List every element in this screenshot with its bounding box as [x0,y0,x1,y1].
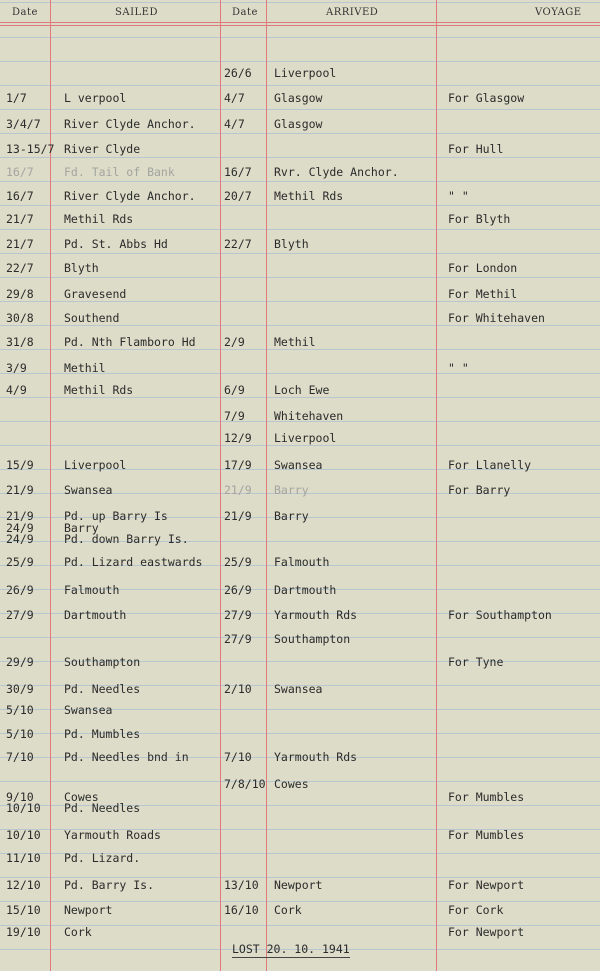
arrived-date: 2/9 [224,335,245,349]
sailed-date: 24/9 [6,521,34,535]
sailed-date: 5/10 [6,703,34,717]
sailed-place: Pd. St. Abbs Hd [64,237,168,251]
arrived-date: 16/10 [224,903,259,917]
voyage-note: For London [448,261,518,275]
sailed-place: Methil [64,361,106,375]
arrived-date: 21/9 [224,509,252,523]
arrived-place: Glasgow [274,91,323,105]
arrived-date: 4/7 [224,91,245,105]
arrived-date: 26/6 [224,66,252,80]
voyage-note: For Southampton [448,608,552,622]
arrived-date: 6/9 [224,383,245,397]
arrived-date: 27/9 [224,608,252,622]
voyage-note: For Newport [448,878,525,892]
voyage-note: " " [448,189,469,203]
sailed-place: Swansea [64,703,113,717]
sailed-place: River Clyde Anchor. [64,117,196,131]
sailed-place: Dartmouth [64,608,127,622]
sailed-place: Cowes [64,790,99,804]
voyage-note: For Cork [448,903,504,917]
arrived-place: Liverpool [274,431,337,445]
sailed-date: 26/9 [6,583,34,597]
arrived-date: 27/9 [224,632,252,646]
lost-notice: LOST 20. 10. 1941 [232,942,350,956]
header-voyage: VOYAGE [535,7,582,18]
sailed-date: 4/9 [6,383,27,397]
sailed-date: 15/10 [6,903,41,917]
sailed-date: 16/7 [6,189,34,203]
sailed-place: Swansea [64,483,113,497]
sailed-date: 24/9 [6,532,34,546]
voyage-note: For Mumbles [448,790,525,804]
column-divider [220,0,221,971]
sailed-date: 30/8 [6,311,34,325]
arrived-place: Swansea [274,458,323,472]
voyage-note: For Mumbles [448,828,525,842]
arrived-date: 12/9 [224,431,252,445]
voyage-note: For Whitehaven [448,311,545,325]
arrived-date: 21/9 [224,483,252,497]
sailed-date: 3/9 [6,361,27,375]
sailed-place: Pd. Lizard. [64,851,141,865]
arrived-date: 25/9 [224,555,252,569]
arrived-place: Whitehaven [274,409,344,423]
sailed-date: 29/8 [6,287,34,301]
header-rule [0,22,600,23]
arrived-date: 22/7 [224,237,252,251]
sailed-place: Blyth [64,261,99,275]
header-date-arrived: Date [232,7,258,18]
arrived-place: Swansea [274,682,323,696]
sailed-date: 31/8 [6,335,34,349]
voyage-note: For Blyth [448,212,511,226]
sailed-date: 11/10 [6,851,41,865]
sailed-date: 21/7 [6,212,34,226]
arrived-date: 13/10 [224,878,259,892]
sailed-date: 25/9 [6,555,34,569]
arrived-place: Liverpool [274,66,337,80]
arrived-place: Methil Rds [274,189,344,203]
sailed-date: 3/4/7 [6,117,41,131]
arrived-place: Cowes [274,777,309,791]
sailed-place: Southampton [64,655,141,669]
sailed-date: 19/10 [6,925,41,939]
arrived-date: 7/8/10 [224,777,266,791]
sailed-date: 21/7 [6,237,34,251]
voyage-note: For Barry [448,483,511,497]
sailed-place: Pd. up Barry Is [64,509,168,523]
arrived-place: Yarmouth Rds [274,608,358,622]
sailed-place: Fd. Tail of Bank [64,165,175,179]
sailed-place: Yarmouth Roads [64,828,161,842]
sailed-date: 12/10 [6,878,41,892]
voyage-note: For Llanelly [448,458,532,472]
arrived-place: Glasgow [274,117,323,131]
sailed-date: 10/10 [6,828,41,842]
sailed-place: Gravesend [64,287,127,301]
sailed-place: Methil Rds [64,383,134,397]
column-divider [436,0,437,971]
sailed-place: Pd. Barry Is. [64,878,155,892]
voyage-note: For Newport [448,925,525,939]
sailed-date: 5/10 [6,727,34,741]
arrived-place: Rvr. Clyde Anchor. [274,165,399,179]
arrived-place: Yarmouth Rds [274,750,358,764]
sailed-place: Methil Rds [64,212,134,226]
sailed-place: Pd. Needles bnd in [64,750,189,764]
sailed-place: Newport [64,903,113,917]
arrived-date: 4/7 [224,117,245,131]
sailed-place: Cork [64,925,92,939]
arrived-date: 20/7 [224,189,252,203]
arrived-date: 16/7 [224,165,252,179]
arrived-place: Cork [274,903,302,917]
arrived-place: Falmouth [274,555,330,569]
arrived-place: Newport [274,878,323,892]
arrived-place: Methil [274,335,316,349]
arrived-date: 7/9 [224,409,245,423]
arrived-place: Loch Ewe [274,383,330,397]
sailed-date: 16/7 [6,165,34,179]
sailed-date: 29/9 [6,655,34,669]
sailed-date: 9/10 [6,790,34,804]
sailed-place: L verpool [64,91,127,105]
voyage-note: For Methil [448,287,518,301]
sailed-place: Barry [64,521,99,535]
sailed-date: 1/7 [6,91,27,105]
sailed-date: 15/9 [6,458,34,472]
sailed-place: Liverpool [64,458,127,472]
sailed-place: Pd. down Barry Is. [64,532,189,546]
sailed-place: Pd. Needles [64,682,141,696]
sailed-place: Pd. Nth Flamboro Hd [64,335,196,349]
arrived-place: Barry [274,483,309,497]
sailed-date: 21/9 [6,509,34,523]
sailed-place: Pd. Mumbles [64,727,141,741]
arrived-date: 17/9 [224,458,252,472]
sailed-date: 13-15/7 [6,142,55,156]
sailed-place: Falmouth [64,583,120,597]
arrived-place: Dartmouth [274,583,337,597]
header-arrived: ARRIVED [326,7,379,18]
voyage-note: For Glasgow [448,91,525,105]
column-divider [266,0,267,971]
sailed-date: 7/10 [6,750,34,764]
sailed-place: Pd. Needles [64,801,141,815]
header-sailed: SAILED [115,7,158,18]
sailed-date: 30/9 [6,682,34,696]
sailed-date: 27/9 [6,608,34,622]
arrived-place: Barry [274,509,309,523]
sailed-date: 21/9 [6,483,34,497]
arrived-date: 2/10 [224,682,252,696]
voyage-note: For Tyne [448,655,504,669]
sailed-place: Southend [64,311,120,325]
sailed-place: River Clyde [64,142,141,156]
header-rule [0,25,600,26]
voyage-note: For Hull [448,142,504,156]
arrived-date: 7/10 [224,750,252,764]
arrived-place: Blyth [274,237,309,251]
sailed-date: 10/10 [6,801,41,815]
sailed-place: River Clyde Anchor. [64,189,196,203]
sailed-place: Pd. Lizard eastwards [64,555,203,569]
arrived-place: Southampton [274,632,351,646]
header-date-sailed: Date [12,7,38,18]
voyage-note: " " [448,361,469,375]
sailed-date: 22/7 [6,261,34,275]
arrived-date: 26/9 [224,583,252,597]
